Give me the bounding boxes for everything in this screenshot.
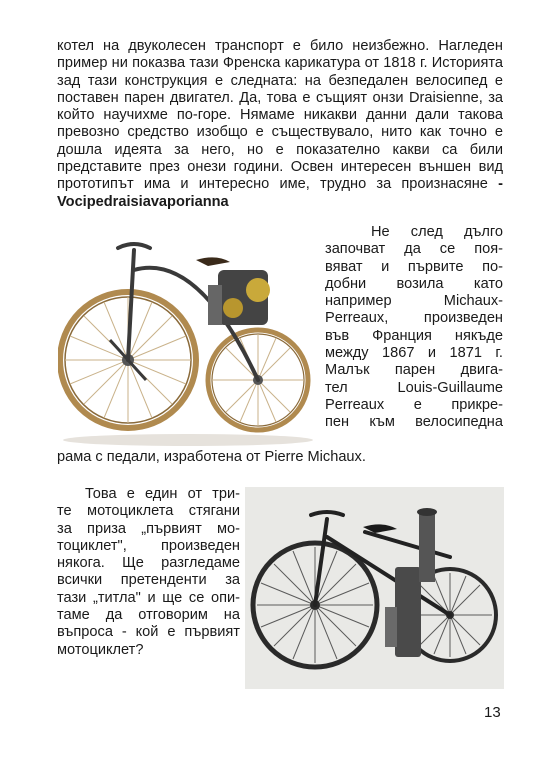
- text-line: във Франция някъде: [325, 327, 503, 344]
- text-line: например Michaux-: [325, 293, 503, 310]
- text-line: пен към велосипедна: [325, 414, 503, 431]
- steam-motorcycle-illustration: [245, 487, 504, 689]
- page-number: 13: [484, 704, 501, 721]
- text-line: Не след дълго: [371, 224, 503, 240]
- text-line: всички претенденти за: [57, 572, 240, 589]
- text-line: някога. Ще разгледаме: [57, 555, 240, 572]
- text-line: за приза „първият мо-: [57, 520, 240, 537]
- intro-paragraph: [57, 38, 503, 211]
- text-line: тази „титла" и ще се опи-: [57, 589, 240, 606]
- text-line: Perreaux е прикре-: [325, 396, 503, 413]
- steam-velocipede-illustration: [58, 230, 320, 450]
- michaux-perreaux-photo: [58, 230, 320, 450]
- text-line: въпроса - кой е първият: [57, 624, 240, 641]
- text-line: мотоциклет?: [57, 641, 144, 658]
- text-line: между 1867 и 1871 г.: [325, 345, 503, 362]
- text-line: Малък парен двига-: [325, 362, 503, 379]
- text-line: вяват и първите по-: [325, 258, 503, 275]
- text-line: те мотоциклета стягани: [57, 503, 240, 520]
- text-line: Това е един от три-: [85, 486, 240, 502]
- michaux-continuation: рама с педали, изработена от Pierre Michaux.: [57, 449, 366, 465]
- vocipedraisiavaporianna-name: - Vocipedraisiavaporianna: [57, 176, 503, 210]
- text-line: тел Louis-Guillaume: [325, 379, 503, 396]
- intro-text: котел на двуколесен транспорт е било неизбежно. Нагледен пример ни показва тази Френска карикатура от 1818 г. Историята зад тази конструкция е следната: на безпедален велосипед е поставен парен двигател. Да, това е същият онзи Draisienne, за който научихме по-горе. Нямаме никакви данни дали такова превозно средство изобщо е съществувало, нито как точно е дошла идеята за него, но е показателно какви са били представите през онези години. Освен интересен външен вид прототипът има и интересно име, трудно за произнасяне: [57, 38, 503, 193]
- text-line: тоциклет", произведен: [57, 537, 240, 554]
- text-line: добни возила като: [325, 275, 503, 292]
- text-line: Perreaux, произведен: [325, 310, 503, 327]
- michaux-perreaux-paragraph: [325, 224, 503, 432]
- first-motorcycle-paragraph: [57, 486, 240, 659]
- steam-motorcycle-photo: [245, 487, 504, 689]
- text-line: таме да отговорим на: [57, 607, 240, 624]
- text-line: започват да се поя-: [325, 241, 503, 258]
